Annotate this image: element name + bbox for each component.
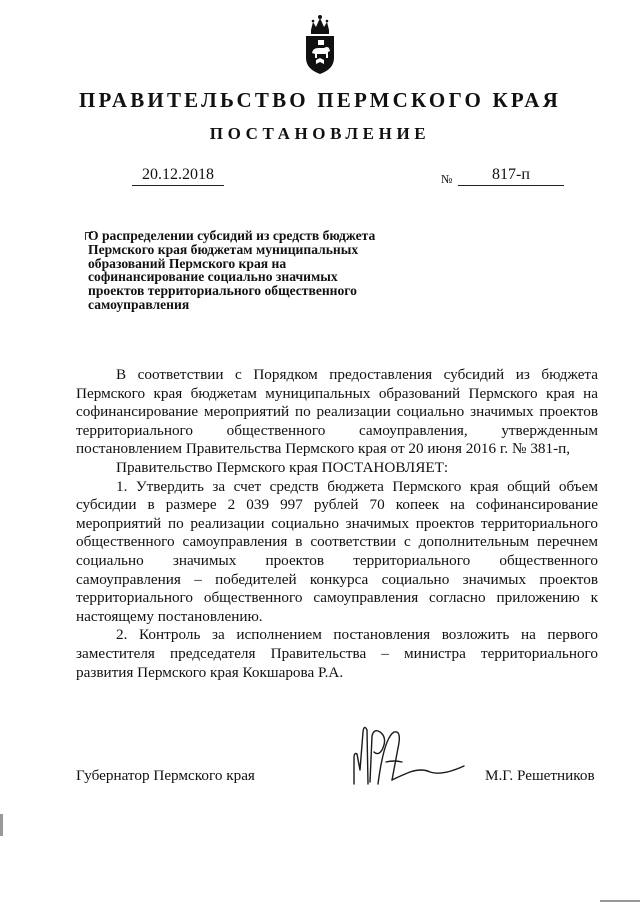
body-paragraph: В соответствии с Порядком предоставления субсидий из бюджета Пермского края бюджетам муниципальных образований Пермского края на софинансирование мероприятий по реализации социально значимых проектов территориального общественного самоуправления, утвержденным постановлением Правительства Пермского края от 20 июня 2016 г. № 381-п, <box>76 366 598 458</box>
signatory-role: Губернатор Пермского края <box>76 767 255 784</box>
body-paragraph: Правительство Пермского края ПОСТАНОВЛЯЕТ: <box>116 458 449 476</box>
body-paragraph: 1. Утвердить за счет средств бюджета Пермского края общий объем субсидии в размере 2 039 997 рублей 70 копеек на софинансирование мероприятий по реализации социально значимых проектов территориального общественного самоуправления в соответствии с дополнительным перечнем социально значимых проектов территориального общественного самоуправления – победителей конкурса социально значимых проектов территориального общественного самоуправления согласно приложению к настоящему постановлению. <box>76 477 598 625</box>
government-title: ПРАВИТЕЛЬСТВО ПЕРМСКОГО КРАЯ <box>78 88 561 112</box>
document-body <box>76 366 598 682</box>
signatory-name: М.Г. Решетников <box>485 767 595 784</box>
scan-edge-mark <box>600 900 640 902</box>
document-subject: О распределении субсидий из средств бюджета Пермского края бюджетам муниципальных образований Пермского края на софинансирование социально значимых проектов территориального общественного самоуправления <box>88 228 376 312</box>
document-type: ПОСТАНОВЛЕНИЕ <box>209 124 431 143</box>
body-paragraph: 2. Контроль за исполнением постановления возложить на первого заместителя председателя Правительства – министра территориального развития Пермского края Кокшарова Р.А. <box>76 626 598 681</box>
perm-krai-coat-of-arms-icon <box>302 14 338 76</box>
scan-edge-mark <box>0 814 3 836</box>
document-date: 20.12.2018 <box>132 166 224 186</box>
number-label: № <box>441 172 453 186</box>
handwritten-signature <box>338 718 478 798</box>
document-number: 817-п <box>458 166 564 186</box>
